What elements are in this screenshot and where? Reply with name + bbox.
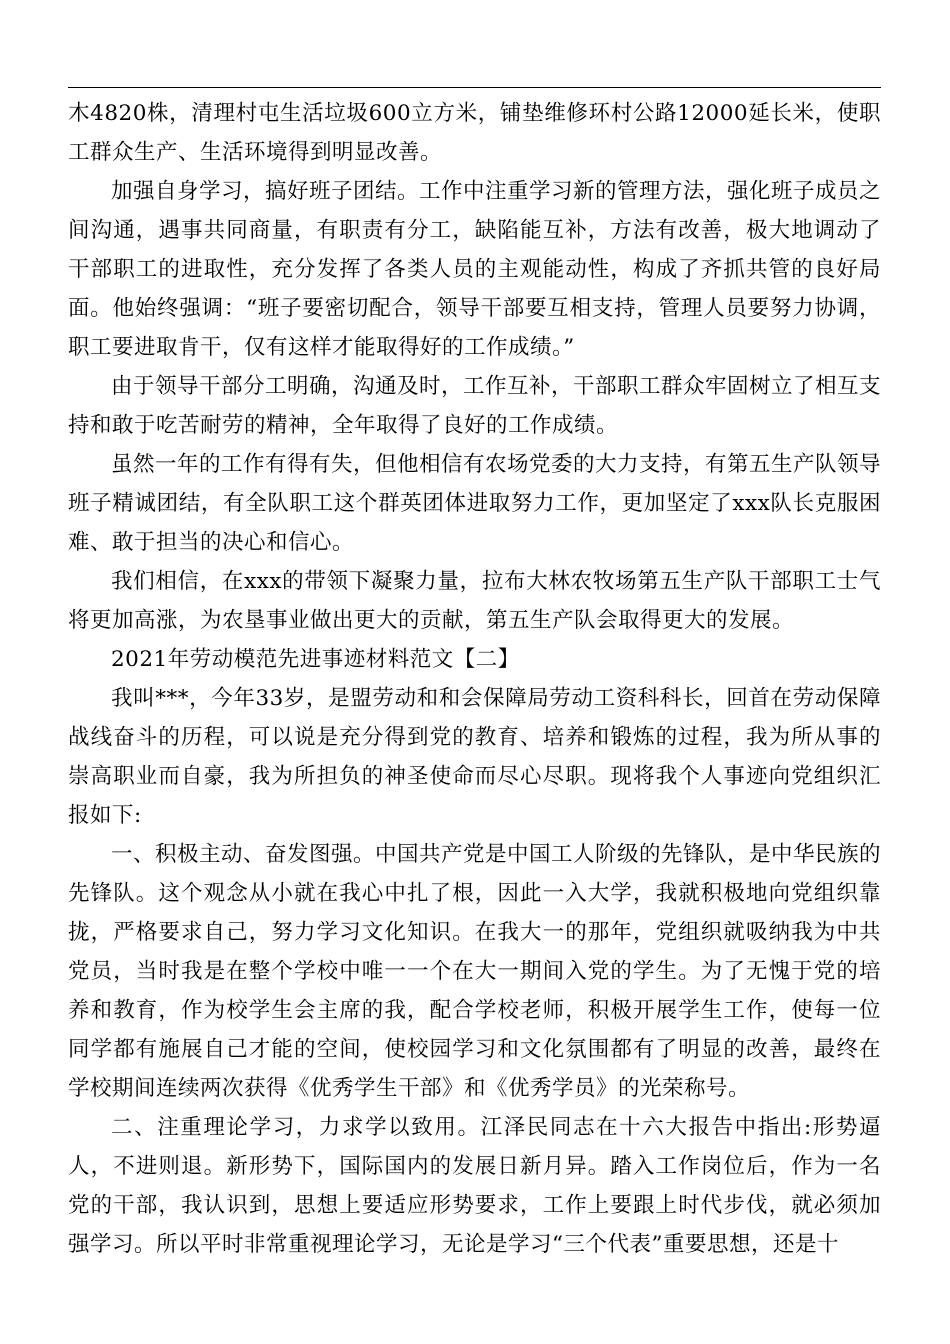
paragraph-8: 一、积极主动、奋发图强。中国共产党是中国工人阶级的先锋队，是中华民族的先锋队。这个观念从小就在我心中扎了根，因此一入大学，我就积极地向党组织靠拢，严格要求自己，努力学习文化知识。在我大一的那年，党组织就吸纳我为中共党员，当时我是在整个学校中唯一一个在大一期间入党的学生。为了无愧于党的培养和教育，作为校学生会主席的我，配合学校老师，积极开展学生工作，使每一位同学都有施展自己才能的空间，使校园学习和文化氛围都有了明显的改善，最终在学校期间连续两次获得《优秀学生干部》和《优秀学员》的光荣称号。 [68, 842, 882, 1101]
paragraph-7: 我叫***，今年33岁，是盟劳动和和会保障局劳动工资科科长，回首在劳动保障战线奋斗的历程，可以说是充分得到党的教育、培养和锻炼的过程，我为所从事的崇高职业而自豪，我为所担负的神圣使命而尽心尽职。现将我个人事迹向党组织汇报如下: [68, 686, 881, 828]
paragraph-1: 木4820株，清理村屯生活垃圾600立方米，铺垫维修环村公路12000延长米，使职工群众生产、生活环境得到明显改善。 [68, 101, 881, 165]
header-rule [68, 87, 881, 88]
paragraph-3: 由于领导干部分工明确，沟通及时，工作互补，干部职工群众牢固树立了相互支持和敢于吃苦耐劳的精神，全年取得了良好的工作成绩。 [68, 374, 882, 438]
paragraph-9: 二、注重理论学习，力求学以致用。江泽民同志在十六大报告中指出:形势逼人，不进则退。新形势下，国际国内的发展日新月异。踏入工作岗位后，作为一名党的干部，我认识到，思想上要适应形势要求，工作上要跟上时代步伐，就必须加强学习。所以平时非常重视理论学习，无论是学习“三个代表”重要思想，还是十 [68, 1115, 881, 1257]
paragraph-5: 我们相信，在xxx的带领下凝聚力量，拉布大林农牧场第五生产队干部职工士气将更加高涨，为农垦事业做出更大的贡献，第五生产队会取得更大的发展。 [68, 569, 881, 633]
paragraph-2: 加强自身学习，搞好班子团结。工作中注重学习新的管理方法，强化班子成员之间沟通，遇事共同商量，有职责有分工，缺陷能互补，方法有改善，极大地调动了干部职工的进取性，充分发挥了各类人员的主观能动性，构成了齐抓共管的良好局面。他始终强调：“班子要密切配合，领导干部要互相支持，管理人员要努力协调，职工要进取肯干，仅有这样才能取得好的工作成绩。” [68, 179, 882, 360]
document-body [68, 94, 881, 1264]
section-heading: 2021年劳动模范先进事迹材料范文【二】 [111, 647, 520, 672]
paragraph-4: 虽然一年的工作有得有失，但他相信有农场党委的大力支持，有第五生产队领导班子精诚团结，有全队职工这个群英团体进取努力工作，更加坚定了xxx队长克服困难、敢于担当的决心和信心。 [68, 452, 882, 555]
